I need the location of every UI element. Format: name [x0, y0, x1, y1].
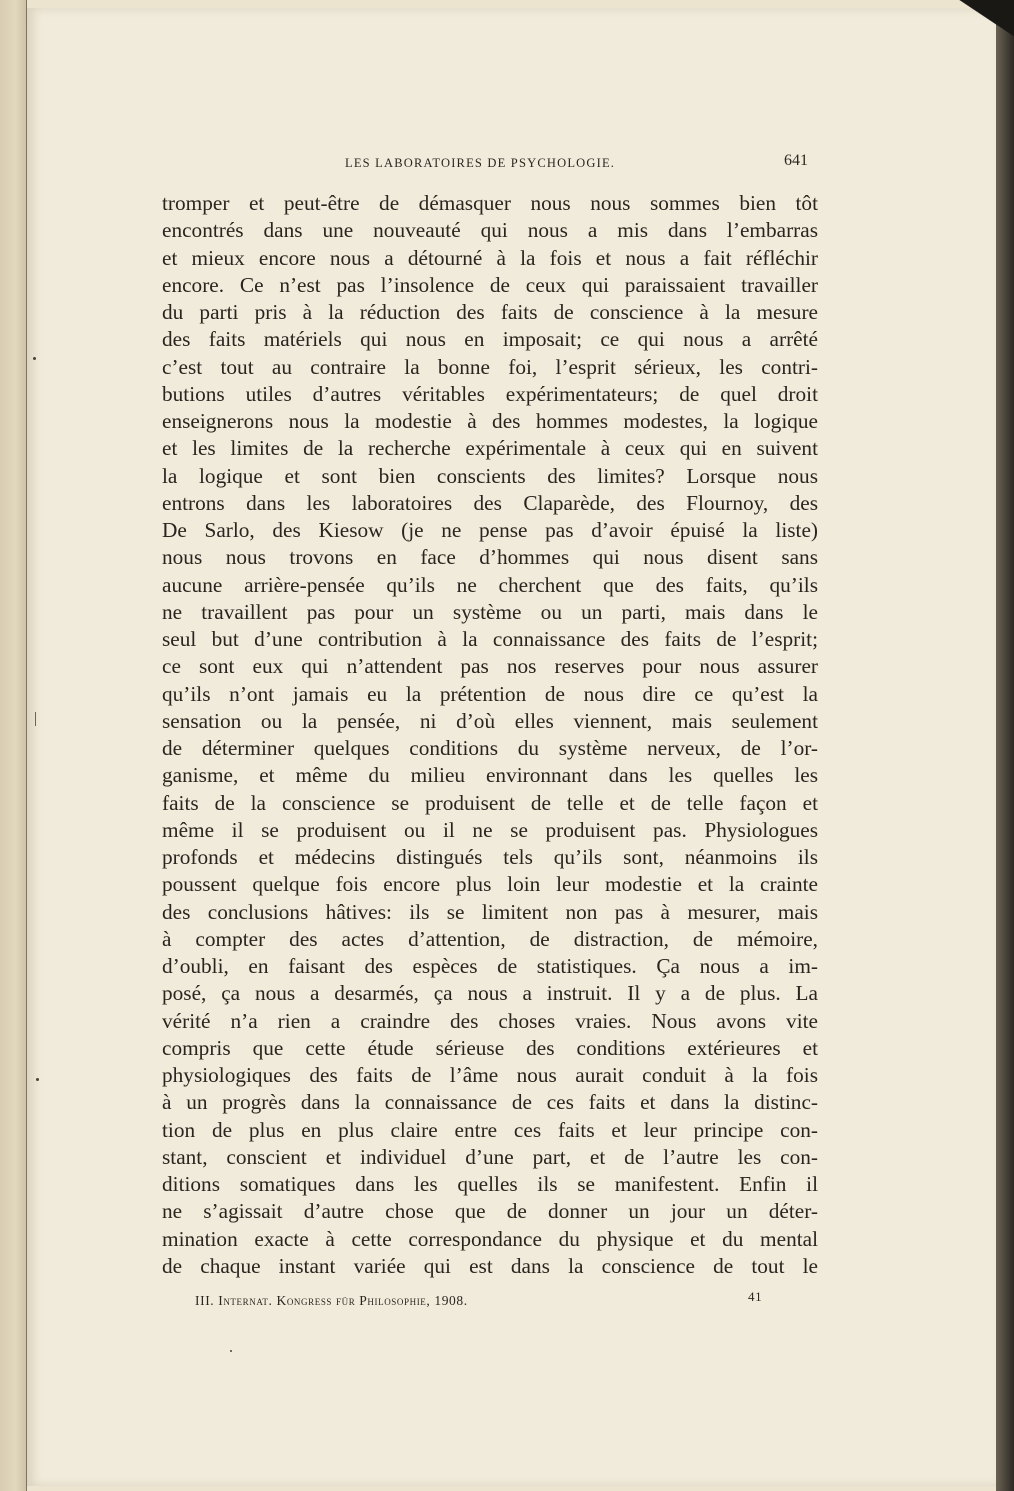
text-line: faits de la conscience se produisent de telle et de telle façon et [162, 790, 818, 815]
text-line: ne travaillent pas pour un système ou un parti, mais dans le [162, 599, 818, 624]
text-line: ce sont eux qui n’attendent pas nos reserves pour nous assurer [162, 654, 818, 679]
text-line: la logique et sont bien conscients des limites? Lorsque nous [162, 463, 818, 488]
scan-background-edge [996, 0, 1014, 1491]
text-line: des faits matériels qui nous en imposait; ce qui nous a arrêté [162, 327, 818, 352]
text-line: d’oubli, en faisant des espèces de statistiques. Ça nous a im- [162, 954, 818, 978]
text-line: ne s’agissait d’autre chose que de donner un jour un déter- [162, 1199, 818, 1224]
text-line: à un progrès dans la connaissance de ces faits et dans la distinc- [162, 1090, 818, 1115]
text-line: butions utiles d’autres véritables expérimentateurs; de quel droit [162, 381, 818, 406]
text-line: sensation ou la pensée, ni d’où elles viennent, mais seulement [162, 708, 818, 733]
text-line: vérité n’a rien a craindre des choses vraies. Nous avons vite [162, 1008, 818, 1033]
page-speck [230, 1350, 232, 1352]
text-line: enseignerons nous la modestie à des hommes modestes, la logique [162, 409, 818, 433]
text-line: aucune arrière-pensée qu’ils ne cherchent que des faits, qu’ils [162, 572, 818, 597]
text-line: De Sarlo, des Kiesow (je ne pense pas d’avoir épuisé la liste) [162, 518, 818, 542]
text-line: encontrés dans une nouveauté qui nous a mis dans l’embarras [162, 218, 818, 243]
text-line: ditions somatiques dans les quelles ils se manifestent. Enfin il [162, 1172, 818, 1196]
text-line: stant, conscient et individuel d’une part, et de l’autre les con- [162, 1144, 818, 1169]
text-line: mination exacte à cette correspondance du physique et du mental [162, 1226, 818, 1251]
page-number: 641 [784, 152, 808, 169]
signature-mark: 41 [748, 1289, 763, 1304]
margin-speck [33, 357, 36, 360]
margin-speck [36, 1078, 39, 1081]
text-line: tromper et peut-être de démasquer nous nous sommes bien tôt [162, 191, 818, 215]
text-line: nous nous trovons en face d’hommes qui nous disent sans [162, 545, 818, 570]
text-line: et mieux encore nous a détourné à la fois et nous a fait réfléchir [162, 245, 818, 270]
text-line: seul but d’une contribution à la connaissance des faits de l’esprit; [162, 627, 818, 651]
text-line: physiologiques des faits de l’âme nous aurait conduit à la fois [162, 1063, 818, 1087]
running-head [345, 152, 825, 174]
text-line: profonds et médecins distingués tels qu’ils sont, néanmoins ils [162, 845, 818, 869]
text-line: de déterminer quelques conditions du système nerveux, de l’or- [162, 736, 818, 760]
running-head-title: LES LABORATOIRES DE PSYCHOLOGIE. [345, 156, 616, 170]
text-line: à compter des actes d’attention, de distraction, de mémoire, [162, 926, 818, 951]
text-line: poussent quelque fois encore plus loin leur modestie et la crainte [162, 872, 818, 897]
text-line: encore. Ce n’est pas l’insolence de ceux qui paraissaient travailler [162, 272, 818, 297]
body-text [162, 190, 818, 1280]
text-line: ganisme, et même du milieu environnant dans les quelles les [162, 763, 818, 788]
text-line: de chaque instant variée qui est dans la conscience de tout le [162, 1253, 818, 1278]
page-footer [195, 1289, 795, 1315]
text-line: tion de plus en plus claire entre ces faits et leur principe con- [162, 1117, 818, 1142]
text-line: du parti pris à la réduction des faits de conscience à la mesure [162, 300, 818, 324]
footer-citation: III. Internat. Kongress für Philosophie, 1908. [195, 1293, 468, 1308]
text-line: entrons dans les laboratoires des Claparède, des Flournoy, des [162, 490, 818, 515]
text-line: c’est tout au contraire la bonne foi, l’esprit sérieux, les contri- [162, 354, 818, 379]
text-line: des conclusions hâtives: ils se limitent non pas à mesurer, mais [162, 899, 818, 924]
text-line: qu’ils n’ont jamais eu la prétention de nous dire ce qu’est la [162, 681, 818, 706]
text-line: compris que cette étude sérieuse des conditions extérieures et [162, 1035, 818, 1060]
previous-page-edge [0, 0, 27, 1491]
text-line: même il se produisent ou il ne se produisent pas. Physiologues [162, 817, 818, 842]
text-line: et les limites de la recherche expérimentale à ceux qui en suivent [162, 436, 818, 461]
scan-corner-shadow [954, 0, 1014, 40]
text-line: posé, ça nous a desarmés, ça nous a instruit. Il y a de plus. La [162, 981, 818, 1006]
margin-tick [35, 712, 36, 726]
